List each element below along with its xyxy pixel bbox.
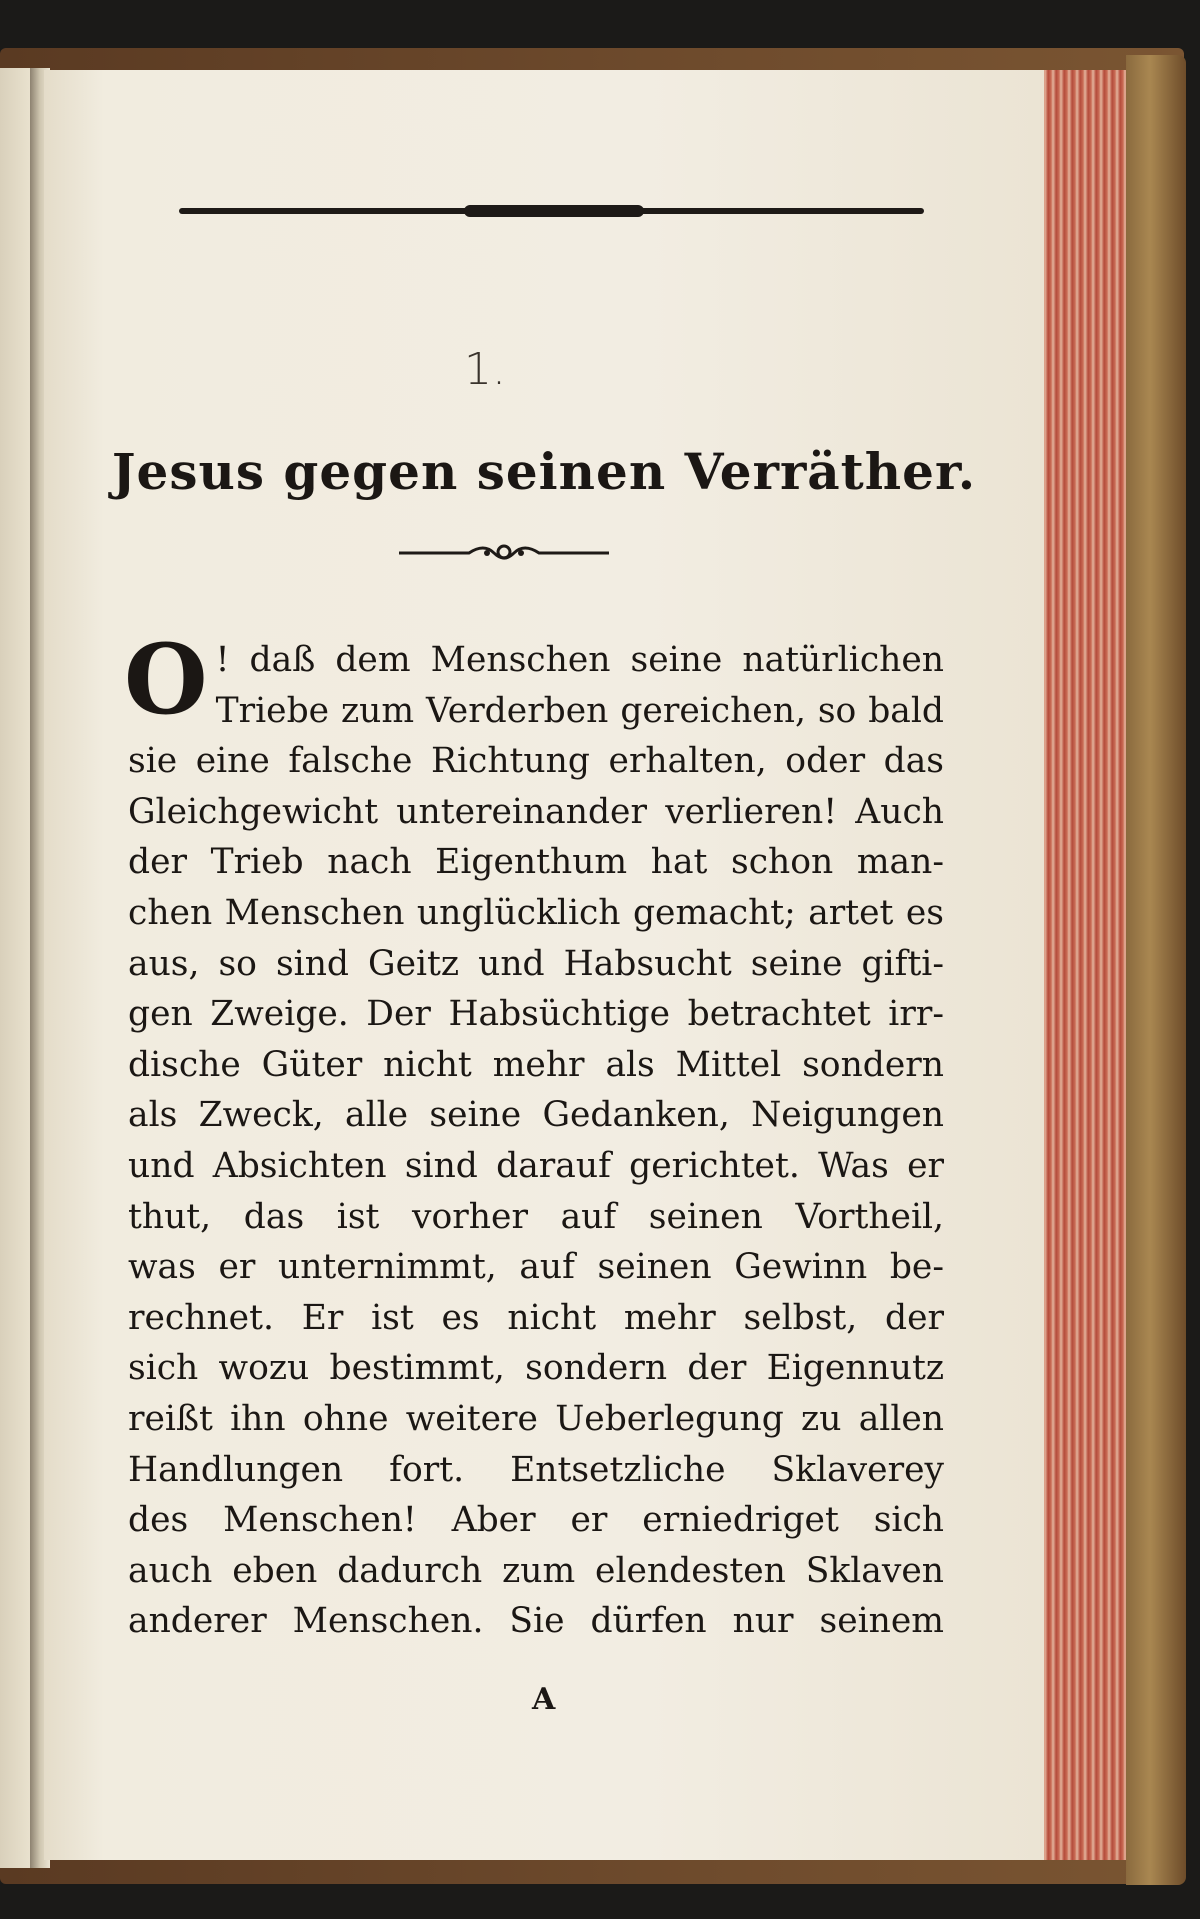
page-edges — [1040, 70, 1130, 1860]
text-line: der Trieb nach Eigenthum hat schon man- — [128, 842, 944, 883]
signature-mark: A — [532, 1682, 556, 1717]
text-line: reißt ihn ohne weitere Ueberlegung zu allen — [128, 1398, 944, 1439]
text-line: aus, so sind Geitz und Habsucht seine gifti- — [128, 943, 944, 984]
text-line: rechnet. Er ist es nicht mehr selbst, der — [128, 1297, 944, 1338]
body-text — [124, 623, 944, 1647]
title-ornament — [399, 538, 609, 568]
text-line: chen Menschen unglücklich gemacht; artet es — [128, 892, 944, 933]
text-line: thut, das ist vorher auf seinen Vortheil, — [128, 1196, 944, 1237]
text-line: Handlungen fort. Entsetzliche Sklaverey — [128, 1449, 944, 1490]
text-line: Triebe zum Verderben gereichen, so bald — [215, 690, 944, 731]
text-line: ! daß dem Menschen seine natürlichen — [215, 640, 944, 680]
text-line: des Menschen! Aber er erniedriget sich — [128, 1500, 944, 1541]
text-line: sich wozu bestimmt, sondern der Eigennutz — [128, 1348, 944, 1389]
page-title: Jesus gegen seinen Verräther. — [111, 442, 977, 501]
book-page — [44, 70, 1044, 1860]
top-rule-ornament — [179, 208, 924, 214]
text-line: gen Zweige. Der Habsüchtige betrachtet irr- — [128, 994, 944, 1035]
text-line: anderer Menschen. Sie dürfen nur seinem — [128, 1601, 944, 1642]
cover-edge — [1126, 55, 1186, 1885]
text-line: und Absichten sind darauf gerichtet. Was er — [128, 1145, 944, 1186]
text-line: dische Güter nicht mehr als Mittel sondern — [128, 1044, 944, 1085]
drop-cap: O — [124, 623, 208, 736]
text-line: Gleichgewicht untereinander verlieren! Auch — [128, 791, 944, 832]
text-line: was er unternimmt, auf seinen Gewinn be- — [128, 1247, 944, 1288]
text-line: sie eine falsche Richtung erhalten, oder das — [128, 741, 944, 782]
text-line: als Zweck, alle seine Gedanken, Neigungen — [128, 1095, 944, 1136]
section-number: 1. — [464, 344, 506, 395]
text-line: auch eben dadurch zum elendesten Sklaven — [128, 1550, 944, 1591]
